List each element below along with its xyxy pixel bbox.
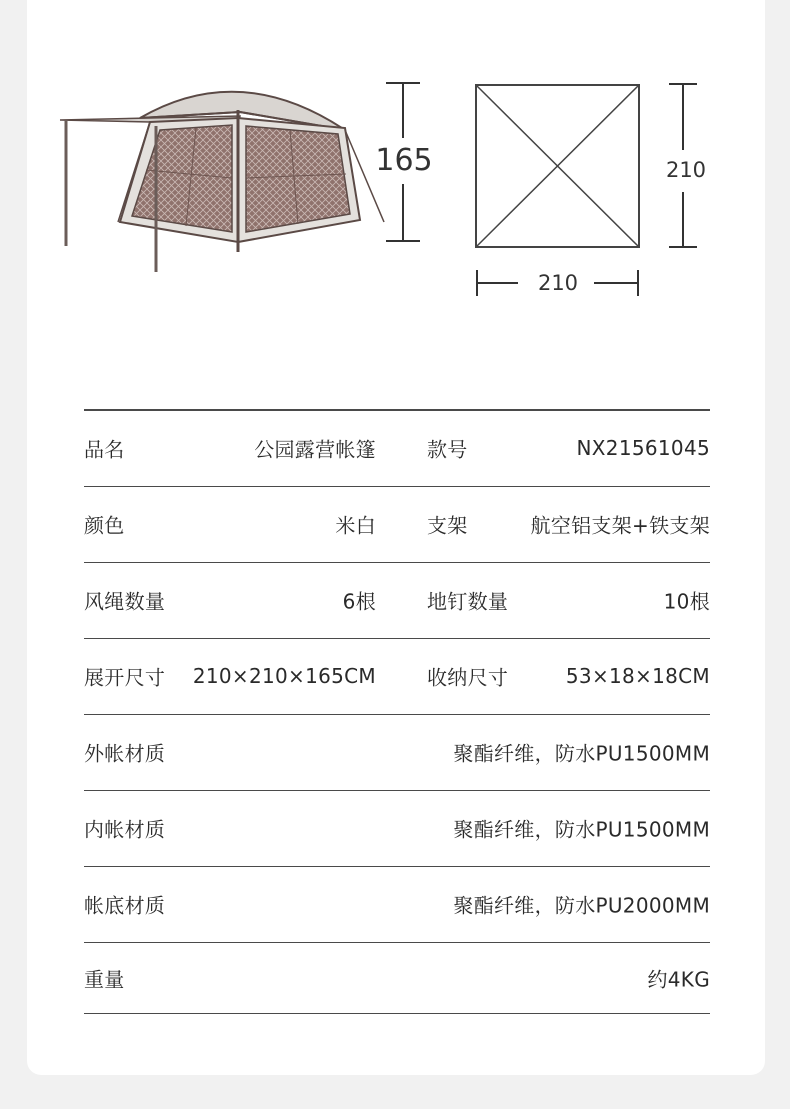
width-label: 210 xyxy=(537,271,579,295)
floor-value: 聚酯纤维，防水PU2000MM xyxy=(453,893,710,918)
stakes-value: 10根 xyxy=(663,589,710,614)
frame-label: 支架 xyxy=(427,513,468,538)
spec-row-floor xyxy=(84,867,710,943)
weight-label: 重量 xyxy=(84,967,125,991)
model-label: 款号 xyxy=(427,437,468,462)
spec-table xyxy=(84,409,710,1014)
height-label: 165 xyxy=(375,143,433,178)
spec-row-inner xyxy=(84,791,710,867)
depth-label: 210 xyxy=(665,158,707,182)
inner-value: 聚酯纤维，防水PU1500MM xyxy=(453,817,710,842)
pack-size-label: 收纳尺寸 xyxy=(427,665,509,690)
stakes-label: 地钉数量 xyxy=(427,589,509,614)
ropes-label: 风绳数量 xyxy=(84,589,166,614)
tent-illustration xyxy=(60,92,384,272)
outer-label: 外帐材质 xyxy=(84,741,166,766)
model-value: NX21561045 xyxy=(576,436,710,460)
open-size-label: 展开尺寸 xyxy=(84,665,166,690)
inner-label: 内帐材质 xyxy=(84,817,166,842)
spec-row-color-frame xyxy=(84,487,710,563)
open-size-value: 210×210×165CM xyxy=(192,664,376,688)
floor-label: 帐底材质 xyxy=(84,893,166,918)
spec-row-ropes-stakes xyxy=(84,563,710,639)
frame-value: 航空铝支架+铁支架 xyxy=(530,513,710,538)
spec-row-name-model xyxy=(84,411,710,487)
name-label: 品名 xyxy=(84,437,125,462)
spec-row-outer xyxy=(84,715,710,791)
spec-row-sizes xyxy=(84,639,710,715)
color-label: 颜色 xyxy=(84,513,125,538)
weight-value: 约4KG xyxy=(647,967,710,991)
pack-size-value: 53×18×18CM xyxy=(565,664,710,688)
name-value: 公园露营帐篷 xyxy=(254,437,376,462)
outer-value: 聚酯纤维，防水PU1500MM xyxy=(453,741,710,766)
footprint-diagram xyxy=(476,85,639,247)
color-value: 米白 xyxy=(335,513,376,538)
ropes-value: 6根 xyxy=(342,589,376,614)
spec-row-weight xyxy=(84,943,710,1014)
